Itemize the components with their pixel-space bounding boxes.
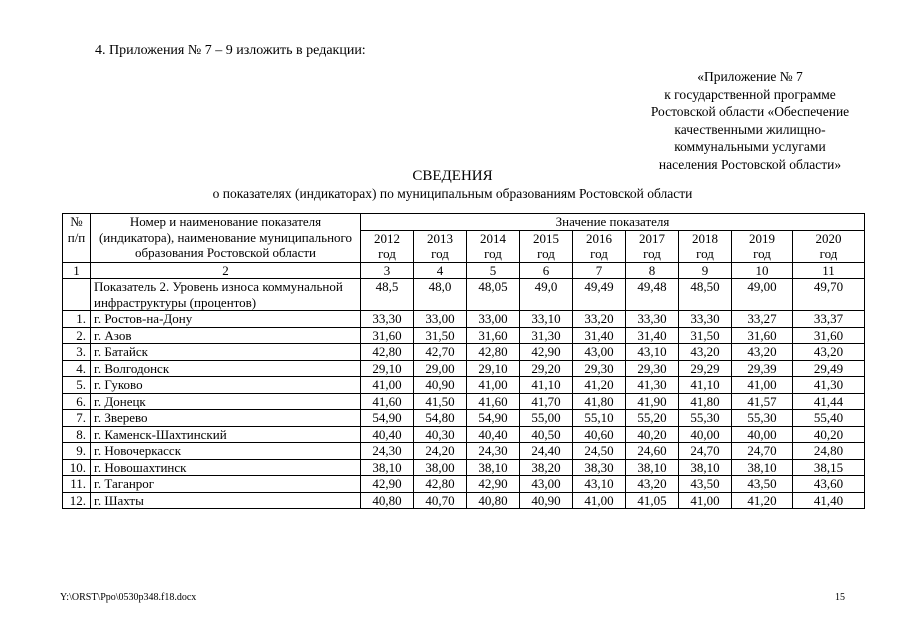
municipality-name: г. Таганрог <box>91 476 361 493</box>
indicator-value: 48,5 <box>361 279 414 311</box>
value-cell: 41,80 <box>679 393 732 410</box>
table-row <box>63 377 865 394</box>
row-number: 8. <box>63 426 91 443</box>
value-cell: 38,10 <box>626 459 679 476</box>
value-cell: 40,50 <box>520 426 573 443</box>
value-cell: 54,90 <box>467 410 520 427</box>
indicator-value: 49,49 <box>573 279 626 311</box>
value-cell: 31,40 <box>573 327 626 344</box>
value-cell: 24,20 <box>414 443 467 460</box>
value-cell: 55,10 <box>573 410 626 427</box>
header-year: 2015 год <box>520 230 573 262</box>
value-cell: 43,50 <box>732 476 793 493</box>
value-cell: 42,90 <box>361 476 414 493</box>
value-cell: 54,90 <box>361 410 414 427</box>
value-cell: 40,40 <box>467 426 520 443</box>
value-cell: 38,00 <box>414 459 467 476</box>
table-row <box>63 344 865 361</box>
value-cell: 29,30 <box>573 360 626 377</box>
value-cell: 29,10 <box>467 360 520 377</box>
value-cell: 38,20 <box>520 459 573 476</box>
value-cell: 42,90 <box>467 476 520 493</box>
value-cell: 40,90 <box>414 377 467 394</box>
indicator-value: 49,70 <box>793 279 865 311</box>
value-cell: 31,60 <box>793 327 865 344</box>
value-cell: 41,50 <box>414 393 467 410</box>
table-row <box>63 311 865 328</box>
value-cell: 41,60 <box>361 393 414 410</box>
value-cell: 41,70 <box>520 393 573 410</box>
value-cell: 41,00 <box>573 492 626 509</box>
value-cell: 40,40 <box>361 426 414 443</box>
value-cell: 29,29 <box>679 360 732 377</box>
row-number: 2. <box>63 327 91 344</box>
value-cell: 29,30 <box>626 360 679 377</box>
header-year: 2016 год <box>573 230 626 262</box>
municipality-name: г. Донецк <box>91 393 361 410</box>
document-title: СВЕДЕНИЯ <box>412 168 493 184</box>
value-cell: 42,80 <box>467 344 520 361</box>
value-cell: 29,39 <box>732 360 793 377</box>
value-cell: 24,30 <box>467 443 520 460</box>
row-number: 7. <box>63 410 91 427</box>
indicator-value: 48,50 <box>679 279 732 311</box>
municipality-name: г. Гуково <box>91 377 361 394</box>
table-row <box>63 327 865 344</box>
table-row <box>63 393 865 410</box>
annex-line: «Приложение № 7 <box>697 69 803 84</box>
table-row <box>63 426 865 443</box>
municipality-name: г. Ростов-на-Дону <box>91 311 361 328</box>
value-cell: 42,80 <box>361 344 414 361</box>
column-number: 3 <box>361 262 414 279</box>
value-cell: 33,37 <box>793 311 865 328</box>
value-cell: 38,30 <box>573 459 626 476</box>
value-cell: 41,60 <box>467 393 520 410</box>
value-cell: 40,80 <box>361 492 414 509</box>
row-number: 6. <box>63 393 91 410</box>
value-cell: 33,30 <box>361 311 414 328</box>
row-number: 1. <box>63 311 91 328</box>
value-cell: 55,20 <box>626 410 679 427</box>
value-cell: 40,90 <box>520 492 573 509</box>
column-number: 6 <box>520 262 573 279</box>
row-number: 5. <box>63 377 91 394</box>
value-cell: 41,00 <box>679 492 732 509</box>
value-cell: 33,30 <box>626 311 679 328</box>
value-cell: 43,50 <box>679 476 732 493</box>
value-cell: 41,00 <box>361 377 414 394</box>
value-cell: 31,50 <box>414 327 467 344</box>
table-row <box>63 410 865 427</box>
value-cell: 41,30 <box>626 377 679 394</box>
value-cell: 38,15 <box>793 459 865 476</box>
value-cell: 43,20 <box>679 344 732 361</box>
header-num: № п/п <box>63 214 91 263</box>
value-cell: 33,00 <box>467 311 520 328</box>
annex-heading <box>600 68 900 173</box>
value-cell: 40,70 <box>414 492 467 509</box>
column-number: 5 <box>467 262 520 279</box>
value-cell: 55,00 <box>520 410 573 427</box>
indicator-value: 49,00 <box>732 279 793 311</box>
value-cell: 31,40 <box>626 327 679 344</box>
header-year: 2017 год <box>626 230 679 262</box>
row-number: 12. <box>63 492 91 509</box>
value-cell: 41,90 <box>626 393 679 410</box>
value-cell: 41,40 <box>793 492 865 509</box>
header-value: Значение показателя <box>361 214 865 231</box>
value-cell: 43,10 <box>573 476 626 493</box>
header-year: 2013 год <box>414 230 467 262</box>
column-number: 7 <box>573 262 626 279</box>
value-cell: 41,00 <box>467 377 520 394</box>
value-cell: 24,30 <box>361 443 414 460</box>
row-number: 4. <box>63 360 91 377</box>
value-cell: 24,50 <box>573 443 626 460</box>
value-cell: 41,57 <box>732 393 793 410</box>
value-cell: 55,30 <box>679 410 732 427</box>
municipality-name: г. Новошахтинск <box>91 459 361 476</box>
indicator-row <box>63 279 865 311</box>
table-row <box>63 360 865 377</box>
value-cell: 40,60 <box>573 426 626 443</box>
value-cell: 55,40 <box>793 410 865 427</box>
value-cell: 38,10 <box>679 459 732 476</box>
value-cell: 41,05 <box>626 492 679 509</box>
value-cell: 43,10 <box>626 344 679 361</box>
header-year: 2019 год <box>732 230 793 262</box>
annex-line: качественными жилищно- <box>674 121 826 137</box>
intro-text: 4. Приложения № 7 – 9 изложить в редакции: <box>95 43 366 58</box>
value-cell: 31,50 <box>679 327 732 344</box>
value-cell: 31,60 <box>732 327 793 344</box>
value-cell: 41,20 <box>732 492 793 509</box>
value-cell: 38,10 <box>467 459 520 476</box>
table-row <box>63 459 865 476</box>
indicator-value: 49,48 <box>626 279 679 311</box>
value-cell: 24,70 <box>679 443 732 460</box>
value-cell: 29,49 <box>793 360 865 377</box>
header-year: 2018 год <box>679 230 732 262</box>
value-cell: 24,80 <box>793 443 865 460</box>
value-cell: 29,20 <box>520 360 573 377</box>
column-number: 11 <box>793 262 865 279</box>
indicator-table <box>62 213 865 509</box>
value-cell: 40,00 <box>679 426 732 443</box>
value-cell: 33,27 <box>732 311 793 328</box>
municipality-name: г. Шахты <box>91 492 361 509</box>
value-cell: 38,10 <box>732 459 793 476</box>
indicator-name: Показатель 2. Уровень износа коммунальной инфраструктуры (процентов) <box>91 279 361 311</box>
value-cell: 29,00 <box>414 360 467 377</box>
value-cell: 24,40 <box>520 443 573 460</box>
annex-line: Ростовской области «Обеспечение <box>650 104 850 119</box>
value-cell: 40,20 <box>793 426 865 443</box>
annex-line: коммунальными услугами <box>674 139 826 154</box>
indicator-value: 48,0 <box>414 279 467 311</box>
table-row <box>63 492 865 509</box>
value-cell: 31,60 <box>361 327 414 344</box>
header-name: Номер и наименование показателя (индикатора), наименование муниципального образования Ростовской области <box>91 214 361 263</box>
municipality-name: г. Зверево <box>91 410 361 427</box>
value-cell: 43,20 <box>626 476 679 493</box>
footer-file-path: Y:\ORST\Ppo\0530p348.f18.docx <box>60 592 197 603</box>
column-number: 9 <box>679 262 732 279</box>
value-cell: 40,00 <box>732 426 793 443</box>
annex-line: к государственной программе <box>664 86 836 102</box>
municipality-name: г. Каменск-Шахтинский <box>91 426 361 443</box>
value-cell: 40,30 <box>414 426 467 443</box>
value-cell: 33,00 <box>414 311 467 328</box>
header-row <box>63 214 865 231</box>
value-cell: 42,80 <box>414 476 467 493</box>
document-subtitle: о показателях (индикаторах) по муниципальным образованиям Ростовской области <box>212 186 693 201</box>
column-numbers-row <box>63 262 865 279</box>
row-number: 10. <box>63 459 91 476</box>
column-number: 1 <box>63 262 91 279</box>
municipality-name: г. Батайск <box>91 344 361 361</box>
value-cell: 33,30 <box>679 311 732 328</box>
value-cell: 38,10 <box>361 459 414 476</box>
value-cell: 33,10 <box>520 311 573 328</box>
table-row <box>63 443 865 460</box>
indicator-value: 48,05 <box>467 279 520 311</box>
indicator-num-cell <box>63 279 91 311</box>
row-number: 9. <box>63 443 91 460</box>
value-cell: 41,80 <box>573 393 626 410</box>
municipality-name: г. Азов <box>91 327 361 344</box>
value-cell: 43,20 <box>732 344 793 361</box>
value-cell: 41,10 <box>679 377 732 394</box>
column-number: 10 <box>732 262 793 279</box>
value-cell: 43,20 <box>793 344 865 361</box>
value-cell: 40,20 <box>626 426 679 443</box>
column-number: 4 <box>414 262 467 279</box>
value-cell: 41,10 <box>520 377 573 394</box>
value-cell: 43,00 <box>520 476 573 493</box>
table-row <box>63 476 865 493</box>
value-cell: 42,90 <box>520 344 573 361</box>
footer-page-number: 15 <box>835 592 845 603</box>
row-number: 3. <box>63 344 91 361</box>
municipality-name: г. Новочеркасск <box>91 443 361 460</box>
row-number: 11. <box>63 476 91 493</box>
value-cell: 31,30 <box>520 327 573 344</box>
value-cell: 54,80 <box>414 410 467 427</box>
value-cell: 55,30 <box>732 410 793 427</box>
value-cell: 33,20 <box>573 311 626 328</box>
value-cell: 31,60 <box>467 327 520 344</box>
value-cell: 43,60 <box>793 476 865 493</box>
value-cell: 24,70 <box>732 443 793 460</box>
column-number: 2 <box>91 262 361 279</box>
value-cell: 29,10 <box>361 360 414 377</box>
value-cell: 41,20 <box>573 377 626 394</box>
value-cell: 43,00 <box>573 344 626 361</box>
value-cell: 41,30 <box>793 377 865 394</box>
value-cell: 24,60 <box>626 443 679 460</box>
municipality-name: г. Волгодонск <box>91 360 361 377</box>
indicator-value: 49,0 <box>520 279 573 311</box>
value-cell: 41,44 <box>793 393 865 410</box>
header-year: 2012 год <box>361 230 414 262</box>
header-year: 2014 год <box>467 230 520 262</box>
column-number: 8 <box>626 262 679 279</box>
header-year: 2020 год <box>793 230 865 262</box>
annex-line: населения Ростовской области» <box>658 156 842 172</box>
value-cell: 42,70 <box>414 344 467 361</box>
value-cell: 41,00 <box>732 377 793 394</box>
value-cell: 40,80 <box>467 492 520 509</box>
